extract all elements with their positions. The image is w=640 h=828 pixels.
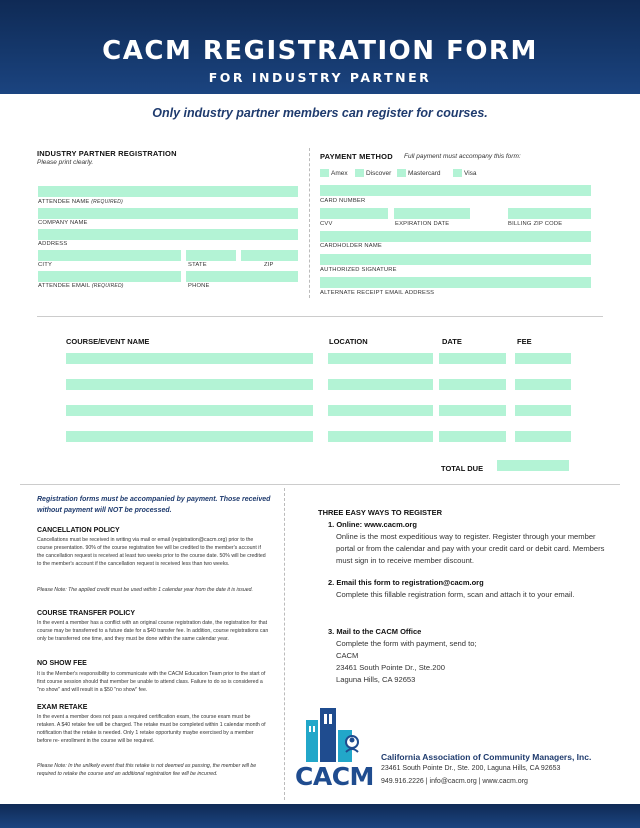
total-due-input[interactable] [497,460,569,471]
lower-divider [284,488,285,800]
payment-section-title: PAYMENT METHOD [320,152,393,161]
form-subtitle: FOR INDUSTRY PARTNER [208,70,432,85]
cacm-logo-text: CACM [295,762,374,791]
signature-input[interactable] [320,254,591,265]
billing-zip-label: BILLING ZIP CODE [508,221,563,227]
company-name-label: COMPANY NAME [38,220,88,226]
section-rule [37,316,603,317]
location-input[interactable] [328,353,433,364]
amex-label: Amex [331,170,348,177]
expiration-input[interactable] [394,208,470,219]
zip-input[interactable] [241,250,298,261]
city-label: CITY [38,262,53,268]
fee-column-header: FEE [517,337,532,346]
mail-text: Complete the form with payment, send to; [336,639,477,648]
visa-checkbox[interactable] [453,169,462,177]
exam-retake-text: In the event a member does not pass a required certification exam, the course exam must be retaken. A $40 retake fee will be charged. The retake must be completed within 1 calendar month of notification that the retake is needed. Only 1 retake opportunity maybe exercised by a member before re- enrollment in the course will be required. [37,714,266,745]
cardholder-input[interactable] [320,231,591,242]
transfer-title: COURSE TRANSFER POLICY [37,610,136,617]
zip-label: ZIP [264,262,274,268]
phone-input[interactable] [186,271,298,282]
email-text: Complete this fillable registration form, scan and attach it to your email. [336,590,575,599]
course-input[interactable] [66,431,313,442]
no-show-title: NO SHOW FEE [37,660,87,667]
signature-label: AUTHORIZED SIGNATURE [320,267,397,273]
course-input[interactable] [66,405,313,416]
cvv-input[interactable] [320,208,388,219]
transfer-text: In the event a member has a conflict with an original course registration date, the registration for that course may be transferred to a future date for a $40 transfer fee. In addition, course registrations can only be transferred one time, and they must be done within the same calendar year. [37,620,269,643]
alt-email-input[interactable] [320,277,591,288]
discover-label: Discover [366,170,392,177]
course-input[interactable] [66,353,313,364]
cancellation-text: Cancellations must be received in writing via mail or email (registration@cacm.org) prior to the course presentation. 90% of the course registration fee will be credited to the member's account if the cancellation request is received at least two weeks prior to the course date. 50% will be credited to the member's account if the cancellation request is received less than two weeks. [37,537,266,568]
card-number-label: CARD NUMBER [320,198,366,204]
state-label: STATE [188,262,207,268]
location-input[interactable] [328,431,433,442]
alt-email-label: ALTERNATE RECEIPT EMAIL ADDRESS [320,290,435,296]
cardholder-label: CARDHOLDER NAME [320,243,382,249]
ways-title: THREE EASY WAYS TO REGISTER [318,508,443,517]
company-name-input[interactable] [38,208,298,219]
no-show-text: It is the Member's responsibility to communicate with the CACM Education Team prior to the start of first course session should that member be unable to attend class. Failure to do so is considered a "no show" and will result in a $50 "no show" fee. [37,671,266,694]
location-input[interactable] [328,405,433,416]
course-column-header: COURSE/EVENT NAME [66,337,150,346]
expiration-label: EXPIRATION DATE [395,221,450,227]
cancellation-title: CANCELLATION POLICY [37,527,120,534]
mail-title: 3. Mail to the CACM Office [328,627,422,636]
address-input[interactable] [38,229,298,240]
date-input[interactable] [439,405,506,416]
industry-section-title: INDUSTRY PARTNER REGISTRATION [37,149,177,158]
attendee-name-label: ATTENDEE NAME (REQUIRED) [38,199,123,205]
card-number-input[interactable] [320,185,591,196]
mail-line: Laguna Hills, CA 92653 [336,675,416,684]
fee-input[interactable] [515,379,571,390]
page-header [0,0,640,94]
course-input[interactable] [66,379,313,390]
discover-checkbox[interactable] [355,169,364,177]
industry-section-note: Please print clearly. [37,159,94,166]
form-title: CACM REGISTRATION FORM [102,36,538,66]
section-divider [309,148,310,298]
fee-input[interactable] [515,353,571,364]
attendee-email-label: ATTENDEE EMAIL (REQUIRED) [38,283,124,289]
org-contact: 949.916.2226 | info@cacm.org | www.cacm.org [381,778,528,785]
mastercard-label: Mastercard [408,170,441,177]
location-column-header: LOCATION [329,337,368,346]
mail-line: 23461 South Pointe Dr., Ste.200 [336,663,445,672]
date-input[interactable] [439,431,506,442]
org-name: California Association of Community Managers, Inc. [381,752,592,762]
phone-label: PHONE [188,283,210,289]
exam-retake-title: EXAM RETAKE [37,704,88,711]
attendee-email-input[interactable] [38,271,181,282]
date-input[interactable] [439,353,506,364]
date-input[interactable] [439,379,506,390]
cancellation-note: Please Note: The applied credit must be used within 1 calendar year from the date it is issued. [37,587,253,593]
lower-section-rule [20,484,620,485]
payment-section-note: Full payment must accompany this form: [404,153,521,160]
fee-input[interactable] [515,405,571,416]
billing-zip-input[interactable] [508,208,591,219]
city-input[interactable] [38,250,181,261]
attendee-name-input[interactable] [38,186,298,197]
cvv-label: CVV [320,221,333,227]
amex-checkbox[interactable] [320,169,329,177]
fee-input[interactable] [515,431,571,442]
email-title: 2. Email this form to registration@cacm.org [328,578,484,587]
state-input[interactable] [186,250,236,261]
mastercard-checkbox[interactable] [397,169,406,177]
exam-retake-note: Please Note: In the unlikely event that this retake is not deemed as passing, the member will be required to retake the course and an additional registration fee will be incurred. [37,763,257,778]
address-label: ADDRESS [38,241,68,247]
org-address: 23461 South Pointe Dr., Ste. 200, Laguna Hills, CA 92653 [381,765,561,772]
cacm-building-logo-icon [300,706,372,764]
online-title: 1. Online: www.cacm.org [328,520,417,529]
payment-required-notice: Registration forms must be accompanied by payment. Those received without payment will NOT be processed. [37,496,271,514]
total-due-label: TOTAL DUE [441,464,484,473]
member-notice: Only industry partner members can register for courses. [152,106,488,120]
location-input[interactable] [328,379,433,390]
online-text: Online is the most expeditious way to register. Register through your member portal or from the calendar and pay with your credit card or debit card. Members must sign in to receive member discount. [336,532,605,565]
mail-line: CACM [336,651,359,660]
date-column-header: DATE [442,337,462,346]
visa-label: Visa [464,170,477,177]
page-footer [0,804,640,828]
